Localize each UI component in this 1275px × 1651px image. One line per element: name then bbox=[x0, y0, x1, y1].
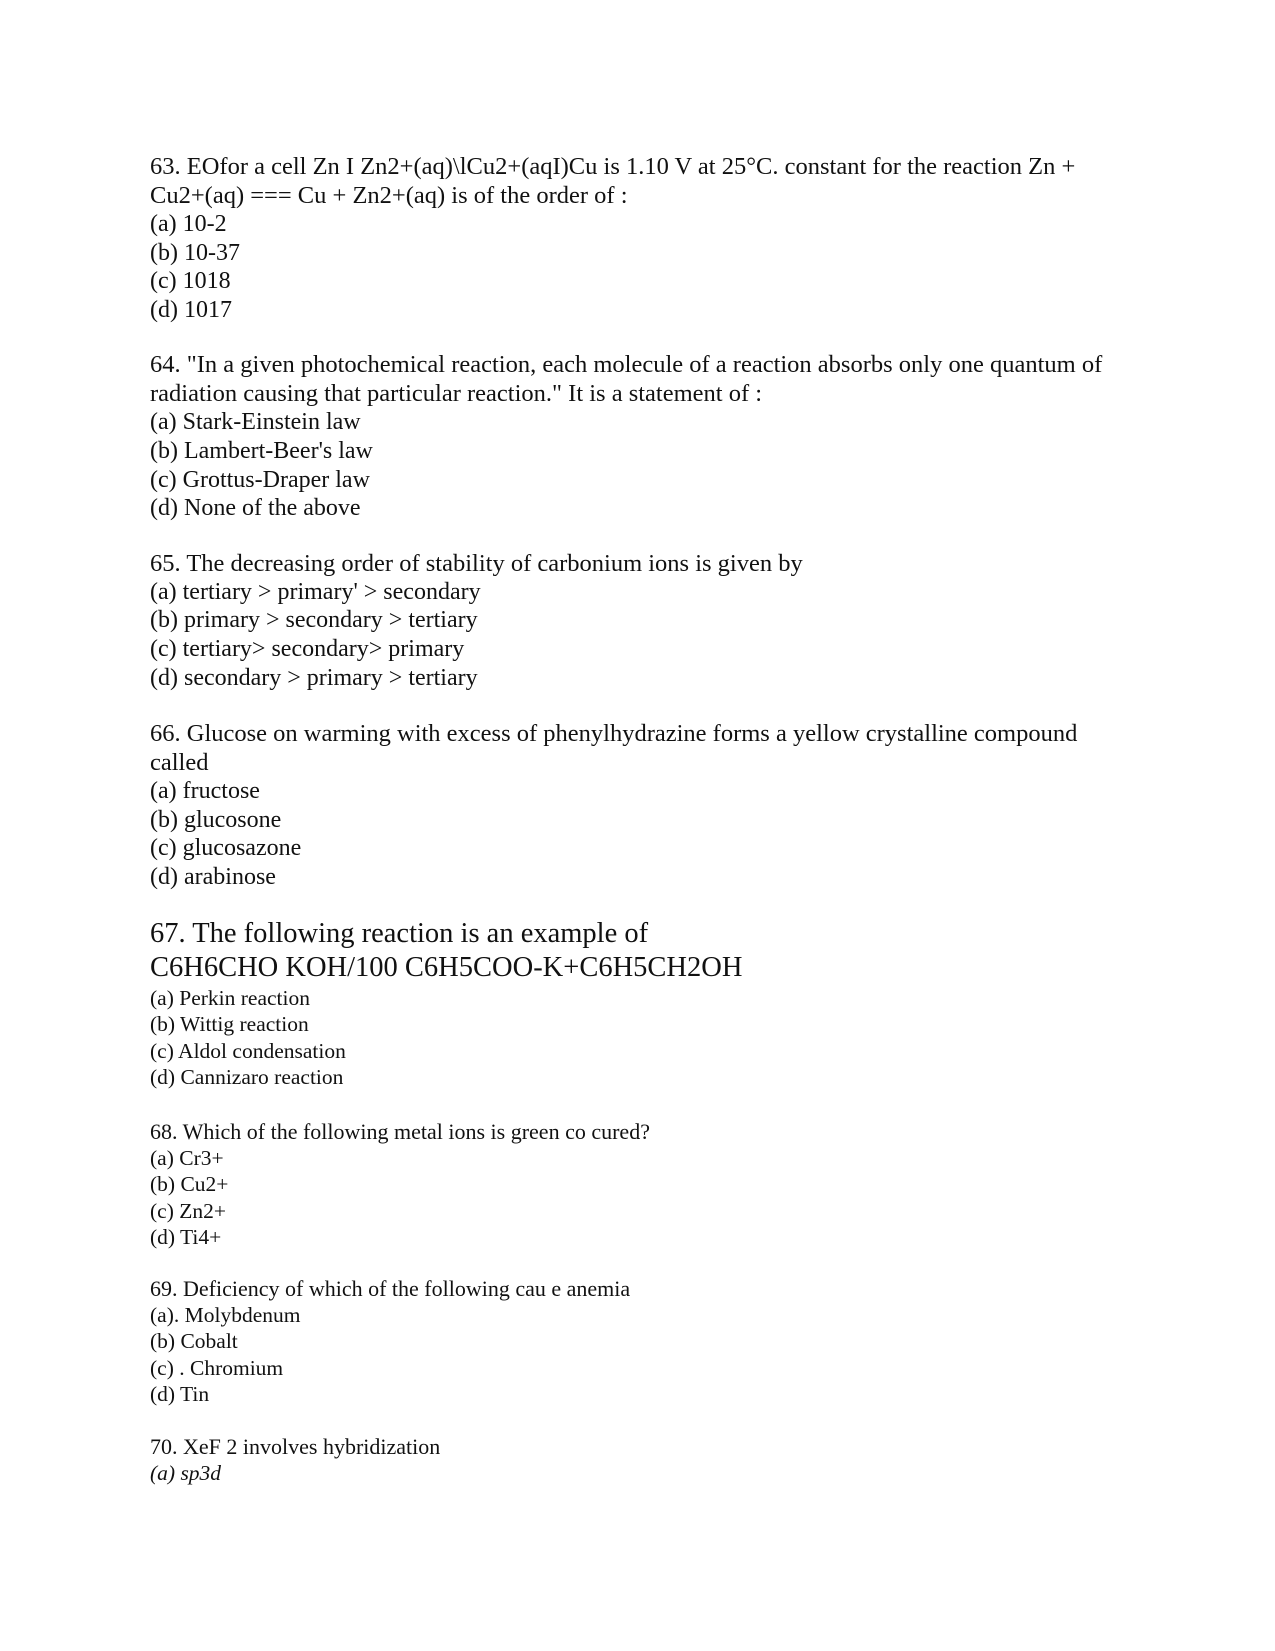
question-text bbox=[150, 350, 1130, 408]
question-text bbox=[150, 1275, 1130, 1302]
question-text bbox=[150, 152, 1130, 210]
question-65 bbox=[150, 549, 1130, 692]
option-b: (b) Cobalt bbox=[150, 1329, 238, 1353]
question-67-options bbox=[150, 985, 1130, 1091]
option-d: (d) arabinose bbox=[150, 863, 276, 890]
reaction-equation: C6H6CHO KOH/100 C6H5COO-K+C6H5CH2OH bbox=[150, 951, 743, 983]
question-stem: Which of the following metal ions is green co cured? bbox=[182, 1118, 650, 1144]
option-c: (c) 1018 bbox=[150, 268, 231, 295]
question-number: 68. bbox=[150, 1118, 178, 1144]
option-c: (c) . Chromium bbox=[150, 1355, 284, 1380]
option-a: (a). Molybdenum bbox=[150, 1302, 301, 1327]
question-70 bbox=[150, 1433, 1130, 1487]
option-d: (d) 1017 bbox=[150, 296, 232, 323]
question-number: 67. bbox=[150, 917, 186, 949]
option-c: (c) Aldol condensation bbox=[150, 1038, 346, 1063]
question-number: 66. bbox=[150, 720, 181, 748]
question-68 bbox=[150, 1118, 1130, 1251]
question-number: 70. bbox=[150, 1433, 178, 1459]
question-69 bbox=[150, 1275, 1130, 1408]
option-b: (b) Lambert-Beer's law bbox=[150, 437, 373, 464]
question-number: 69. bbox=[150, 1275, 178, 1301]
option-a: (a) 10-2 bbox=[150, 211, 227, 237]
question-stem: Glucose on warming with excess of phenylhydrazine forms a yellow crystalline compound called bbox=[150, 720, 1078, 777]
question-64 bbox=[150, 350, 1130, 522]
question-text bbox=[150, 1118, 1130, 1145]
option-a: (a) Perkin reaction bbox=[150, 985, 310, 1010]
question-text bbox=[150, 549, 1130, 578]
question-stem: XeF 2 involves hybridization bbox=[183, 1433, 441, 1459]
option-b: (b) Wittig reaction bbox=[150, 1012, 309, 1036]
option-c: (c) Zn2+ bbox=[150, 1198, 226, 1223]
question-stem: The decreasing order of stability of carbonium ions is given by bbox=[186, 549, 803, 577]
option-d: (d) Cannizaro reaction bbox=[150, 1065, 344, 1089]
option-d: (d) Ti4+ bbox=[150, 1225, 222, 1249]
option-b: (b) primary > secondary > tertiary bbox=[150, 607, 478, 634]
question-number: 65. bbox=[150, 549, 181, 577]
option-b: (b) Cu2+ bbox=[150, 1172, 229, 1196]
option-b: (b) glucosone bbox=[150, 806, 282, 833]
option-c: (c) glucosazone bbox=[150, 835, 302, 862]
question-number: 63. bbox=[150, 153, 181, 180]
option-a: (a) sp3d bbox=[150, 1460, 222, 1485]
question-text bbox=[150, 917, 1130, 951]
question-text bbox=[150, 1433, 1130, 1460]
question-67 bbox=[150, 917, 1130, 985]
option-a: (a) Cr3+ bbox=[150, 1145, 224, 1170]
option-d: (d) None of the above bbox=[150, 495, 361, 522]
question-stem: The following reaction is an example of bbox=[192, 917, 649, 949]
option-a: (a) Stark-Einstein law bbox=[150, 409, 361, 436]
question-66 bbox=[150, 719, 1130, 891]
question-stem: EOfor a cell Zn I Zn2+(aq)\lCu2+(aqI)Cu is 1.10 V at 25°C. constant for the reaction Zn + Cu2+(aq) === Cu + Zn2+(aq) is of the order of : bbox=[150, 153, 1076, 209]
question-text bbox=[150, 719, 1130, 777]
option-d: (d) Tin bbox=[150, 1382, 210, 1406]
option-a: (a) tertiary > primary' > secondary bbox=[150, 578, 481, 605]
option-c: (c) tertiary> secondary> primary bbox=[150, 635, 465, 662]
question-number: 64. bbox=[150, 351, 181, 379]
question-stem: Deficiency of which of the following cau e anemia bbox=[183, 1275, 631, 1301]
question-63 bbox=[150, 152, 1130, 324]
option-a: (a) fructose bbox=[150, 778, 260, 805]
option-d: (d) secondary > primary > tertiary bbox=[150, 664, 478, 691]
option-b: (b) 10-37 bbox=[150, 239, 240, 266]
option-c: (c) Grottus-Draper law bbox=[150, 466, 370, 493]
question-paper-page bbox=[150, 152, 1130, 1486]
question-stem: "In a given photochemical reaction, each molecule of a reaction absorbs only one quantum of radiation causing that particular reaction." It is a statement of : bbox=[150, 351, 1103, 408]
